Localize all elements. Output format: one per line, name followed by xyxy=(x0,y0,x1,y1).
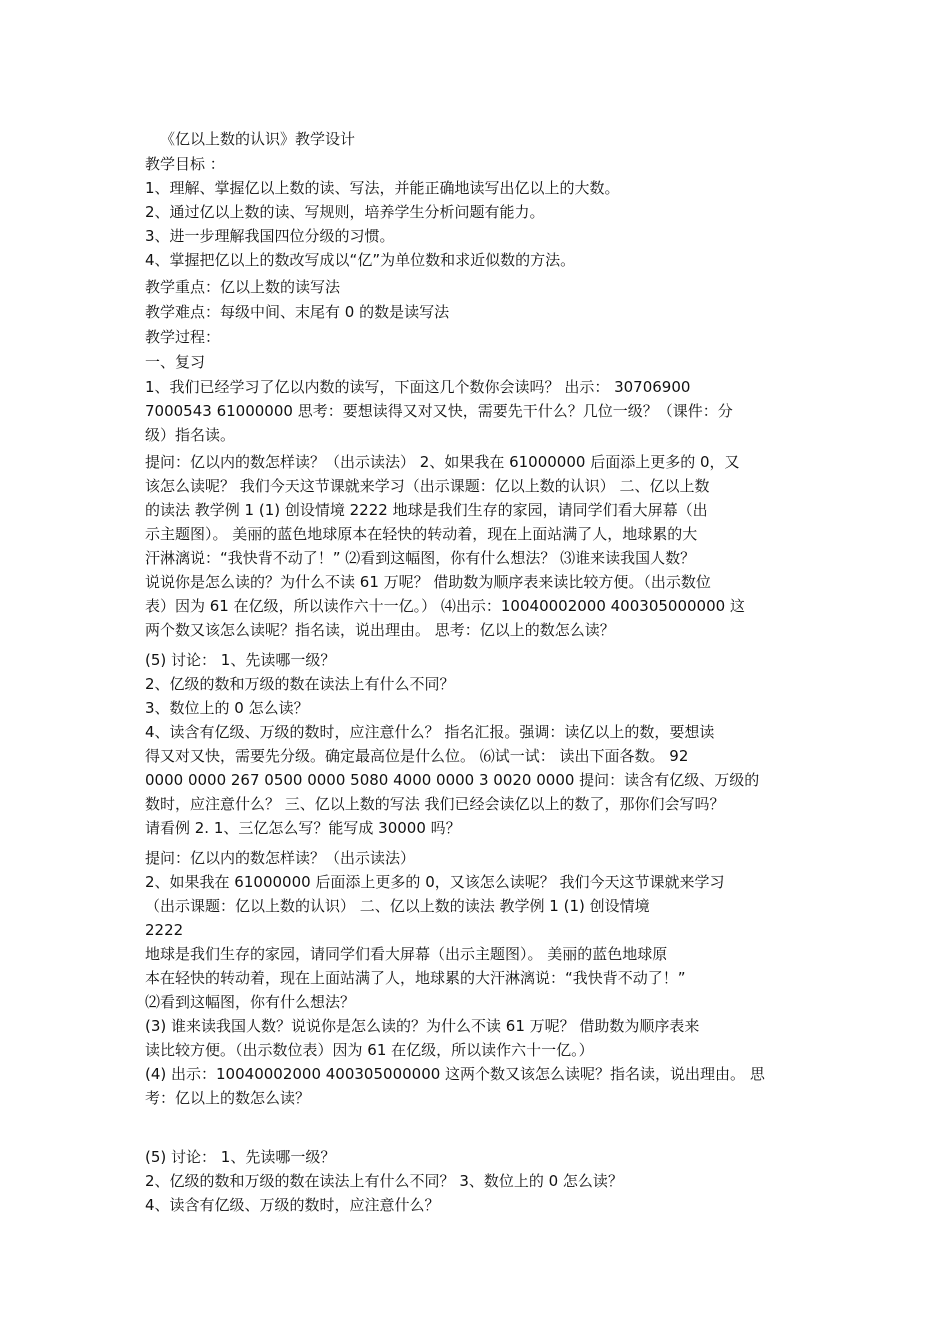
text-line: 1、我们已经学习了亿以内数的读写，下面这几个数你会读吗？ 出示： 30706900 xyxy=(145,378,691,396)
text-line: 示主题图）。 美丽的蓝色地球原本在轻快的转动着，现在上面站满了人，地球累的大 xyxy=(145,525,698,543)
text-line: 4、读含有亿级、万级的数时，应注意什么？ 指名汇报。强调：读亿以上的数，要想读 xyxy=(145,723,715,741)
text-line: 级）指名读。 xyxy=(145,426,236,444)
text-line: （出示课题：亿以上数的认识） 二、亿以上数的读法 教学例 1 (1) 创设情境 xyxy=(145,897,650,915)
review-paragraph xyxy=(145,375,817,447)
text-line: 提问：亿以内的数怎样读？（出示读法） xyxy=(145,849,416,867)
text-line: 考：亿以上的数怎么读？ xyxy=(145,1089,311,1107)
text-line: (5) 讨论： 1、先读哪一级？ xyxy=(145,1148,336,1166)
text-line: 提问：亿以内的数怎样读？（出示读法） 2、如果我在 61000000 后面添上更多的 0，又 xyxy=(145,453,740,471)
text-line: 2、如果我在 61000000 后面添上更多的 0，又该怎么读呢？ 我们今天这节课就来学习 xyxy=(145,873,725,891)
goal-item: 3、进一步理解我国四位分级的习惯。 xyxy=(145,227,395,245)
text-line: 数时，应注意什么？ 三、亿以上数的写法 我们已经会读亿以上的数了，那你们会写吗？ xyxy=(145,795,725,813)
text-line: (5) 讨论： 1、先读哪一级？ xyxy=(145,651,336,669)
text-line: 0000 0000 267 0500 0000 5080 4000 0000 3 0020 0000 提问：读含有亿级、万级的 xyxy=(145,771,760,789)
goals-list xyxy=(145,176,817,272)
text-line: 4、读含有亿级、万级的数时，应注意什么？ xyxy=(145,1196,440,1214)
text-line: (3) 谁来读我国人数？说说你是怎么读的？为什么不读 61 万呢？ 借助数为顺序表来 xyxy=(145,1017,700,1035)
goal-item: 2、通过亿以上数的读、写规则，培养学生分析问题有能力。 xyxy=(145,203,545,221)
text-line: ⑵看到这幅图，你有什么想法？ xyxy=(145,993,356,1011)
goal-item: 1、理解、掌握亿以上数的读、写法，并能正确地读写出亿以上的大数。 xyxy=(145,179,620,197)
text-line: 读比较方便。（出示数位表）因为 61 在亿级，所以读作六十一亿。） xyxy=(145,1041,594,1059)
text-line: 2、亿级的数和万级的数在读法上有什么不同？ xyxy=(145,675,455,693)
reading-paragraph xyxy=(145,450,817,642)
process-heading: 教学过程： xyxy=(145,328,221,346)
text-line: 2222 xyxy=(145,921,184,939)
text-line: 两个数又该怎么读呢？指名读，说出理由。 思考：亿以上的数怎么读？ xyxy=(145,621,615,639)
text-line: 得又对又快，需要先分级。确定最高位是什么位。 ⑹试一试： 读出下面各数。 92 xyxy=(145,747,689,765)
discussion-section-repeat xyxy=(145,1145,817,1217)
difficulty: 教学难点：每级中间、末尾有 0 的数是读写法 xyxy=(145,303,450,321)
text-line: 该怎么读呢？ 我们今天这节课就来学习（出示课题：亿以上数的认识） 二、亿以上数 xyxy=(145,477,710,495)
text-line: 请看例 2. 1、三亿怎么写？能写成 30000 吗？ xyxy=(145,819,461,837)
text-line: 说说你是怎么读的？为什么不读 61 万呢？ 借助数为顺序表来读比较方便。（出示数位 xyxy=(145,573,711,591)
text-line: 本在轻快的转动着，现在上面站满了人，地球累的大汗淋漓说：“我快背不动了！” xyxy=(145,969,686,987)
text-line: 的读法 教学例 1 (1) 创设情境 2222 地球是我们生存的家园，请同学们看大屏幕（出 xyxy=(145,501,708,519)
text-line: 3、数位上的 0 怎么读？ xyxy=(145,699,309,717)
goals-heading: 教学目标 ： xyxy=(145,155,225,173)
section-review-heading: 一、复习 xyxy=(145,353,206,371)
text-line: (4) 出示：10040002000 400305000000 这两个数又该怎么读呢？指名读，说出理由。 思 xyxy=(145,1065,765,1083)
repeated-section xyxy=(145,846,817,1110)
text-line: 地球是我们生存的家园，请同学们看大屏幕（出示主题图）。 美丽的蓝色地球原 xyxy=(145,945,668,963)
text-line: 表）因为 61 在亿级，所以读作六十一亿。） ⑷出示：10040002000 400305000000 这 xyxy=(145,597,745,615)
goal-item: 4、掌握把亿以上的数改写成以“亿”为单位数和求近似数的方法。 xyxy=(145,251,576,269)
text-line: 汗淋漓说：“我快背不动了！” ⑵看到这幅图，你有什么想法？ ⑶谁来读我国人数？ xyxy=(145,549,696,567)
document-title: 《亿以上数的认识》教学设计 xyxy=(160,130,356,148)
text-line: 7000543 61000000 思考：要想读得又对又快，需要先干什么？几位一级？（课件：分 xyxy=(145,402,733,420)
key-point: 教学重点：亿以上数的读写法 xyxy=(145,278,341,296)
text-line: 2、亿级的数和万级的数在读法上有什么不同？ 3、数位上的 0 怎么读？ xyxy=(145,1172,623,1190)
discussion-section xyxy=(145,648,817,840)
